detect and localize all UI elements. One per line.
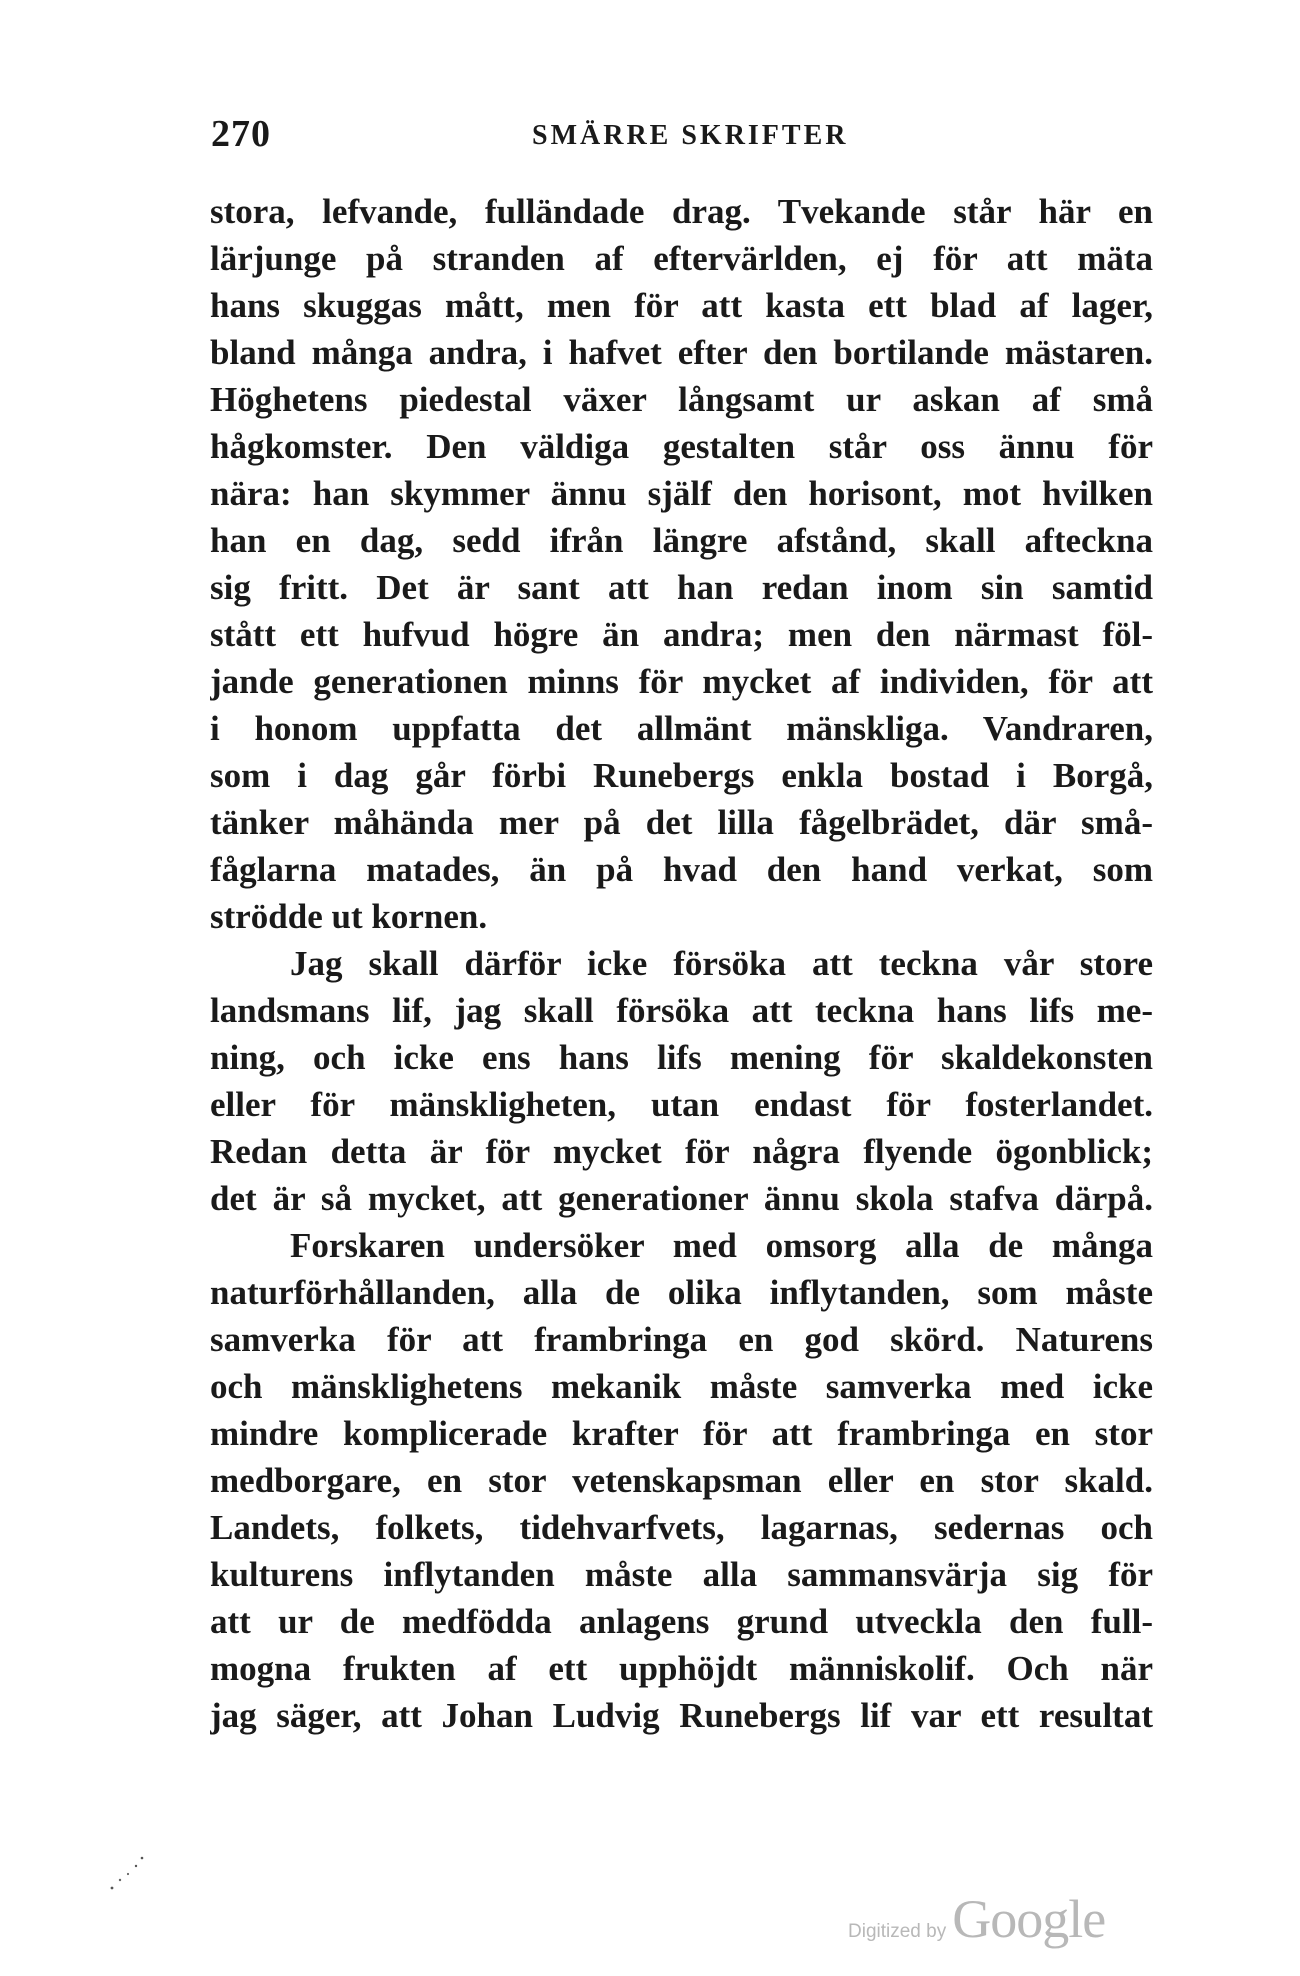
watermark-prefix: Digitized by [848,1921,947,1942]
text-line: och mänsklighetens mekanik måste samverka med icke [210,1367,1153,1406]
google-logo: Google [952,1889,1106,1949]
text-line: strödde ut kornen. [210,897,488,936]
text-line: Höghetens piedestal växer långsamt ur askan af små [210,380,1153,419]
text-line: naturförhållanden, alla de olika inflytanden, som måste [210,1273,1153,1312]
text-line: kulturens inflytanden måste alla sammansvärja sig för [210,1555,1153,1594]
text-line: tänker måhända mer på det lilla fågelbrädet, där små- [210,803,1153,842]
text-line: jande generationen minns för mycket af individen, för att [210,662,1153,701]
text-line: som i dag går förbi Runebergs enkla bostad i Borgå, [210,756,1153,795]
text-line: i honom uppfatta det allmänt mänskliga. Vandraren, [210,709,1153,748]
text-line: det är så mycket, att generationer ännu skola stafva därpå. [210,1179,1153,1218]
text-line: att ur de medfödda anlagens grund utveckla den full- [210,1602,1153,1641]
text-line: hågkomster. Den väldiga gestalten står oss ännu för [210,427,1153,466]
text-line: samverka för att frambringa en god skörd. Naturens [210,1320,1153,1359]
text-line: ning, och icke ens hans lifs mening för skaldekonsten [210,1038,1153,1077]
page-number: 270 [211,113,271,155]
text-line: Landets, folkets, tidehvarfvets, lagarnas, sedernas och [210,1508,1153,1547]
text-line: mogna frukten af ett upphöjdt människolif. Och när [210,1649,1153,1688]
text-line: fåglarna matades, än på hvad den hand verkat, som [210,850,1153,889]
text-line: Redan detta är för mycket för några flyende ögonblick; [210,1132,1153,1171]
text-line: nära: han skymmer ännu själf den horisont, mot hvilken [210,474,1153,513]
ink-speck-icon [108,1852,148,1892]
text-line: stora, lefvande, fulländade drag. Tvekande står här en [210,192,1153,231]
body-text [210,188,1153,1739]
text-line: han en dag, sedd ifrån längre afstånd, skall afteckna [210,521,1153,560]
text-line: sig fritt. Det är sant att han redan inom sin samtid [210,568,1153,607]
paragraph-first-line: Forskaren undersöker med omsorg alla de många [290,1226,1153,1265]
text-line: lärjunge på stranden af eftervärlden, ej för att mäta [210,239,1153,278]
paragraph-first-line: Jag skall därför icke försöka att teckna vår store [290,944,1153,983]
text-line: stått ett hufvud högre än andra; men den närmast föl- [210,615,1153,654]
text-line: medborgare, en stor vetenskapsman eller en stor skald. [210,1461,1153,1500]
text-line: eller för mänskligheten, utan endast för fosterlandet. [210,1085,1153,1124]
text-line: hans skuggas mått, men för att kasta ett blad af lager, [210,286,1153,325]
running-head: SMÄRRE SKRIFTER [532,120,849,151]
text-line: jag säger, att Johan Ludvig Runebergs lif var ett resultat [210,1696,1153,1735]
text-line: bland många andra, i hafvet efter den bortilande mästaren. [210,333,1153,372]
text-line: mindre komplicerade krafter för att frambringa en stor [210,1414,1153,1453]
text-line: landsmans lif, jag skall försöka att teckna hans lifs me- [210,991,1153,1030]
digitized-by-google-watermark [848,1888,1105,1950]
